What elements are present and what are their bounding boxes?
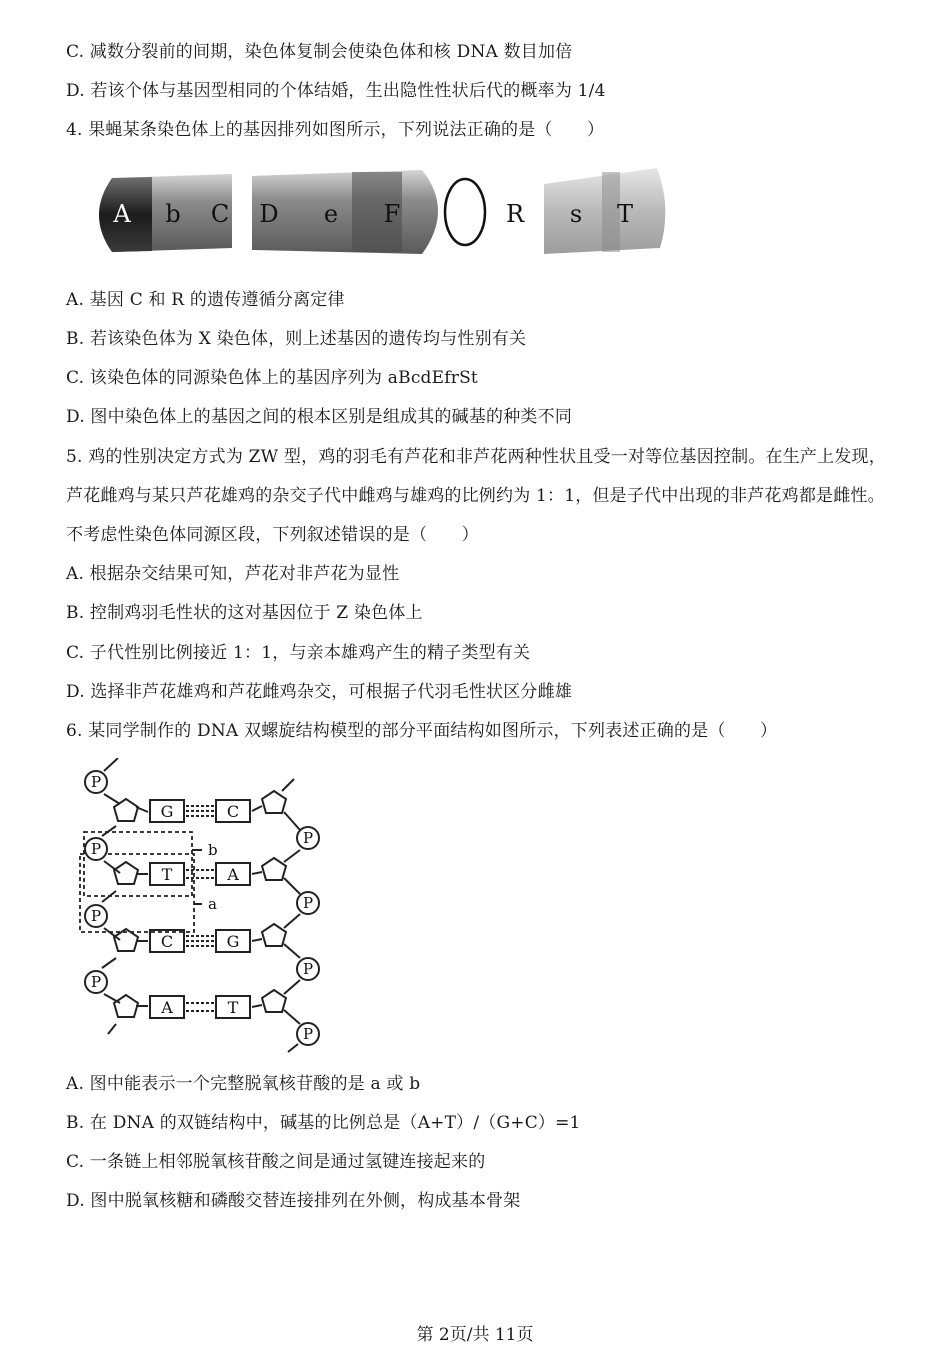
q6-option-a: A. 图中能表示一个完整脱氧核苷酸的是 a 或 b (66, 1074, 421, 1094)
label-a: a (208, 895, 217, 913)
q5-stem-line1: 5. 鸡的性别决定方式为 ZW 型，鸡的羽毛有芦花和非芦花两种性状且受一对等位基因控制。在生产上发现， (66, 447, 886, 467)
gene-label: C (210, 200, 230, 228)
base-label-left: T (161, 865, 173, 884)
phosphate-label: P (302, 829, 314, 847)
centromere (445, 179, 485, 245)
gene-label: D (259, 200, 279, 228)
q4-stem: 4. 果蝇某条染色体上的基因排列如图所示，下列说法正确的是（ ） (66, 120, 605, 140)
q3-option-c: C. 减数分裂前的间期，染色体复制会使染色体和核 DNA 数目加倍 (66, 42, 573, 62)
phosphate-label: P (90, 773, 102, 791)
phosphate-label: P (90, 907, 102, 925)
chromosome-middle-arm (252, 170, 438, 254)
page-number: 第 2页/共 11页 (416, 1325, 534, 1345)
gene-label: T (616, 200, 634, 228)
label-b: b (208, 841, 218, 859)
gene-label: e (323, 200, 339, 228)
phosphate-label: P (302, 894, 314, 912)
q3-option-d: D. 若该个体与基因型相同的个体结婚，生出隐性性状后代的概率为 1/4 (66, 81, 606, 101)
q4-option-b: B. 若该染色体为 X 染色体，则上述基因的遗传均与性别有关 (66, 329, 527, 349)
phosphate-label: P (90, 973, 102, 991)
gene-label: R (505, 200, 525, 228)
base-label-right: T (227, 998, 239, 1017)
gene-label: F (383, 200, 401, 228)
dna-structure-figure (78, 758, 338, 1054)
base-label-left: A (161, 998, 173, 1017)
phosphate-label: P (302, 1025, 314, 1043)
q4-option-c: C. 该染色体的同源染色体上的基因序列为 aBcdEfrSt (66, 368, 478, 388)
q5-option-a: A. 根据杂交结果可知，芦花对非芦花为显性 (66, 564, 400, 584)
q5-stem-line3: 不考虑性染色体同源区段，下列叙述错误的是（ ） (66, 525, 479, 545)
base-label-right: A (227, 865, 239, 884)
phosphate-label: P (90, 840, 102, 858)
q5-option-c: C. 子代性别比例接近 1：1，与亲本雄鸡产生的精子类型有关 (66, 643, 531, 663)
base-label-right: C (226, 802, 240, 821)
q6-stem: 6. 某同学制作的 DNA 双螺旋结构模型的部分平面结构如图所示，下列表述正确的是（ ） (66, 721, 778, 741)
base-label-left: G (160, 802, 174, 821)
q5-stem-line2: 芦花雌鸡与某只芦花雄鸡的杂交子代中雌鸡与雄鸡的比例约为 1：1，但是子代中出现的非芦花鸡都是雌性。 (66, 486, 885, 506)
phosphate-label: P (302, 960, 314, 978)
base-label-right: G (226, 932, 240, 951)
q5-option-b: B. 控制鸡羽毛性状的这对基因位于 Z 染色体上 (66, 603, 423, 623)
base-label-left: C (160, 932, 174, 951)
gene-label: b (165, 200, 181, 228)
gene-label: s (569, 200, 583, 228)
q5-option-d: D. 选择非芦花雄鸡和芦花雌鸡杂交，可根据子代羽毛性状区分雌雄 (66, 682, 573, 702)
q6-option-d: D. 图中脱氧核糖和磷酸交替连接排列在外侧，构成基本骨架 (66, 1191, 521, 1211)
q4-option-a: A. 基因 C 和 R 的遗传遵循分离定律 (66, 290, 345, 310)
gene-label: A (113, 200, 131, 228)
chromosome-figure (82, 158, 672, 270)
q6-option-c: C. 一条链上相邻脱氧核苷酸之间是通过氢键连接起来的 (66, 1152, 486, 1172)
q4-option-d: D. 图中染色体上的基因之间的根本区别是组成其的碱基的种类不同 (66, 407, 573, 427)
q6-option-b: B. 在 DNA 的双链结构中，碱基的比例总是（A+T）/（G+C）=1 (66, 1113, 581, 1133)
